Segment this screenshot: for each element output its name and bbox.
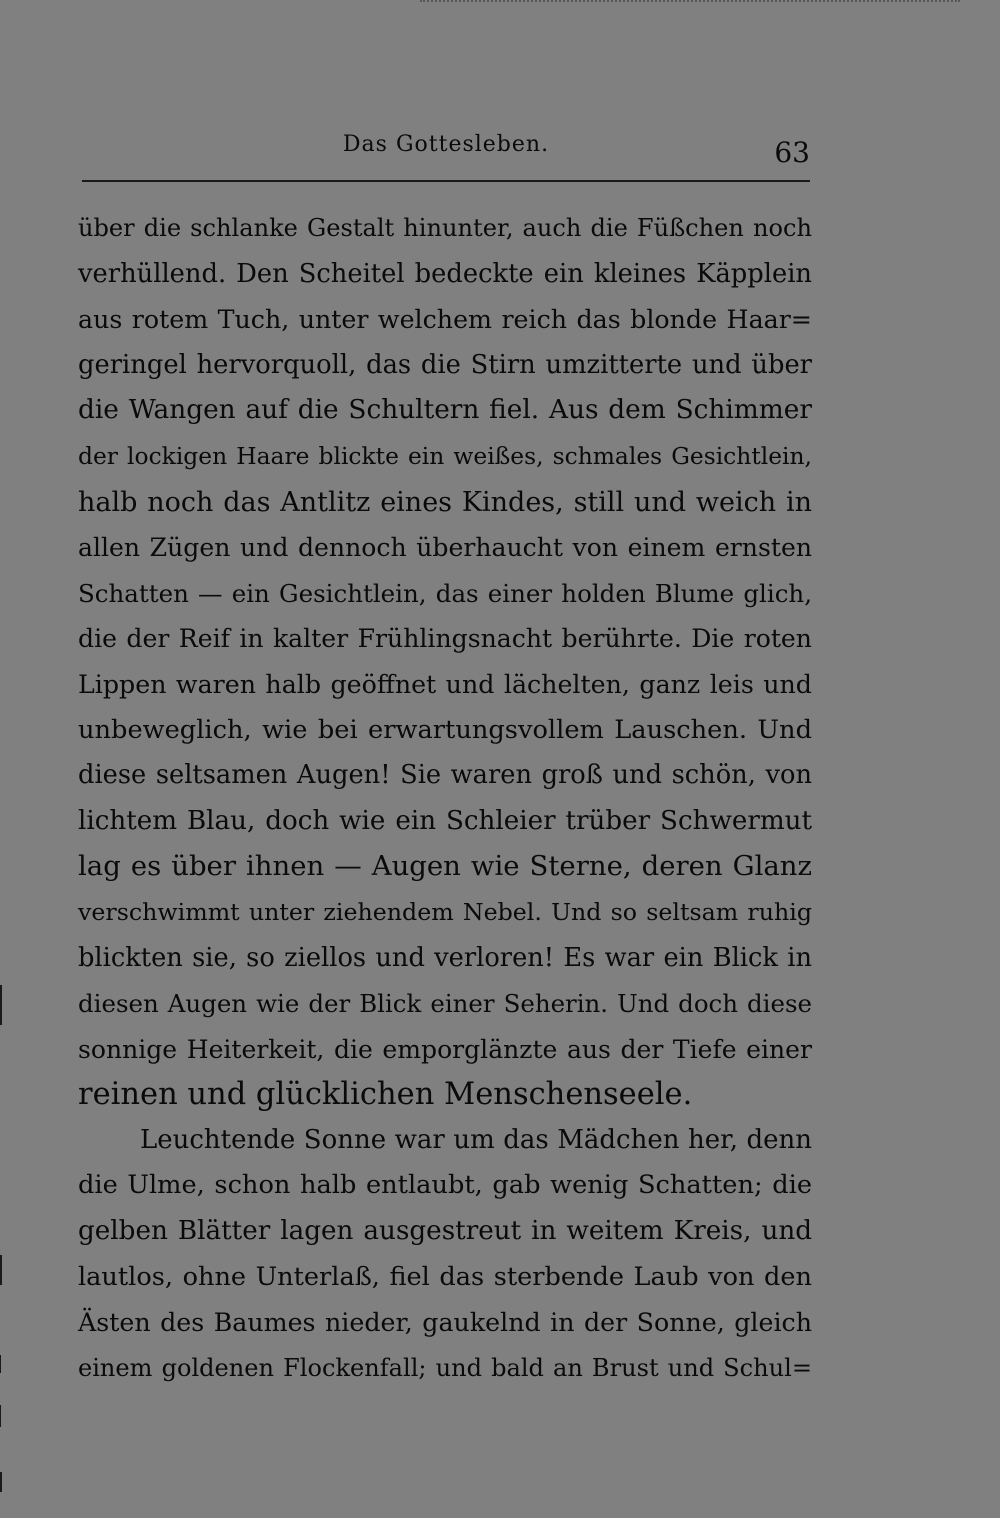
text-line: aus rotem Tuch, unter welchem reich das blonde Haar= [78, 305, 812, 335]
text-line: gelben Blätter lagen ausgestreut in weitem Kreis, und [78, 1216, 812, 1247]
text-line: Lippen waren halb geöffnet und lächelten, ganz leis und [78, 669, 812, 699]
text-line: lag es über ihnen — Augen wie Sterne, deren Glanz [78, 850, 812, 883]
paragraph-2 [78, 1118, 812, 1392]
scan-edge-mark [0, 1472, 2, 1492]
page-number: 63 [774, 136, 810, 169]
text-line: halb noch das Antlitz eines Kindes, still und weich in [78, 486, 812, 518]
scan-edge-mark [0, 1355, 1, 1373]
running-title: Das Gottesleben. [342, 132, 550, 157]
text-line: einem goldenen Flockenfall; und bald an Brust und Schul= [78, 1353, 812, 1382]
text-line: reinen und glücklichen Menschenseele. [78, 1077, 693, 1113]
running-header [82, 128, 810, 168]
text-line: diesen Augen wie der Blick einer Seherin. Und doch diese [78, 989, 812, 1019]
text-line: der lockigen Haare blickte ein weißes, schmales Gesichtlein, [78, 441, 812, 470]
text-line: diese seltsamen Augen! Sie waren groß und schön, von [78, 760, 812, 791]
text-line: die der Reif in kalter Frühlingsnacht berührte. Die roten [78, 624, 812, 654]
scan-top-edge [420, 0, 960, 5]
text-line: lautlos, ohne Unterlaß, fiel das sterbende Laub von den [78, 1261, 812, 1292]
text-line: die Ulme, schon halb entlaubt, gab wenig Schatten; die [78, 1170, 812, 1201]
scan-edge-mark [0, 985, 2, 1025]
paragraph-1 [78, 206, 812, 1118]
text-line: verhüllend. Den Scheitel bedeckte ein kleines Käpplein [78, 258, 812, 289]
text-line: blickten sie, so ziellos und verloren! Es war ein Blick in [78, 942, 812, 973]
text-line: allen Zügen und dennoch überhaucht von einem ernsten [78, 533, 812, 563]
text-line: die Wangen auf die Schultern fiel. Aus dem Schimmer [78, 395, 812, 426]
text-line: geringel hervorquoll, das die Stirn umzitterte und über [78, 349, 812, 380]
text-line: sonnige Heiterkeit, die emporglänzte aus der Tiefe einer [78, 1034, 812, 1064]
text-line: Leuchtende Sonne war um das Mädchen her, denn [140, 1124, 812, 1155]
text-line: Ästen des Baumes nieder, gaukelnd in der Sonne, gleich [78, 1308, 812, 1338]
text-line: über die schlanke Gestalt hinunter, auch die Füßchen noch [78, 214, 812, 242]
text-line: verschwimmt unter ziehendem Nebel. Und so seltsam ruhig [78, 897, 812, 926]
scan-edge-mark [0, 1255, 2, 1285]
text-line: lichtem Blau, doch wie ein Schleier trüber Schwermut [78, 805, 812, 836]
scan-edge-mark [0, 1405, 1, 1427]
body-text [78, 206, 812, 1391]
text-line: unbeweglich, wie bei erwartungsvollem Lauschen. Und [78, 714, 812, 745]
text-line: Schatten — ein Gesichtlein, das einer holden Blume glich, [78, 578, 812, 608]
header-rule [82, 180, 810, 182]
